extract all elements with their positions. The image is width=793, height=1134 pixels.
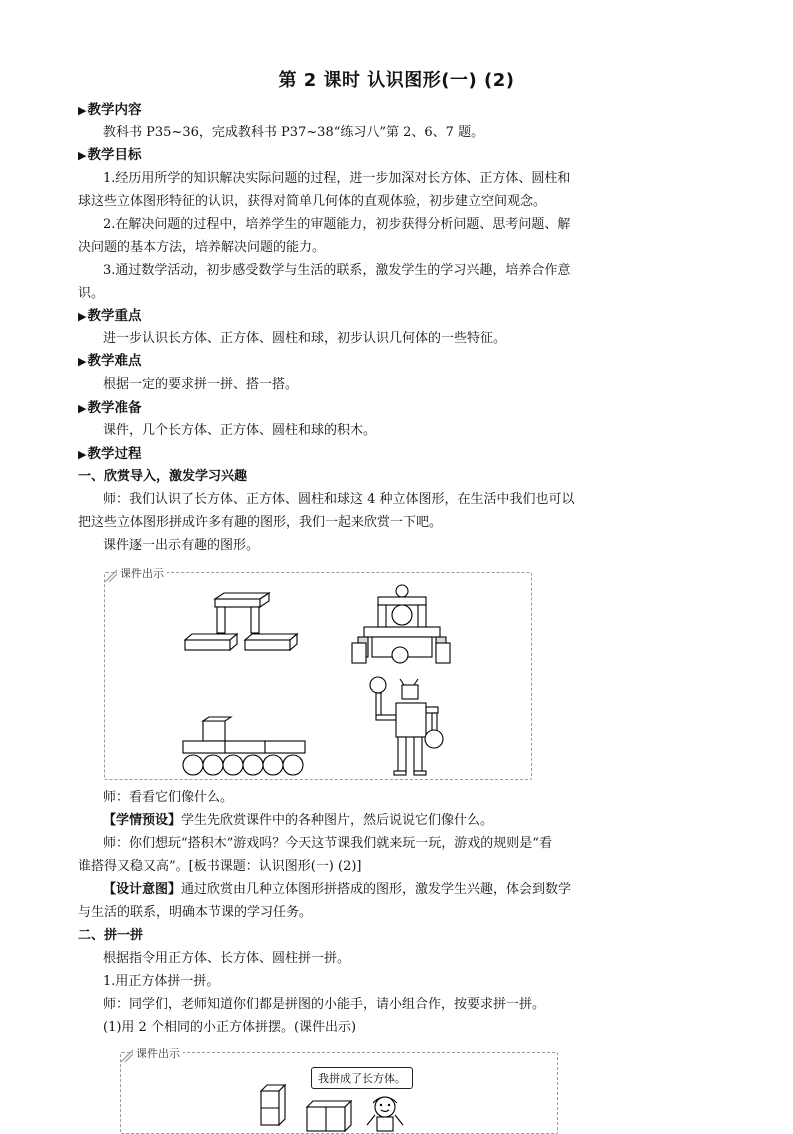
part1-line: 把这些立体图形拼成许多有趣的图形，我们一起来欣赏一下吧。 <box>78 515 443 530</box>
triangle-bullet-icon: ▶ <box>78 402 87 415</box>
part1-heading: 一、欣赏导入，激发学习兴趣 <box>78 469 248 484</box>
figure-arch <box>185 593 297 650</box>
triangle-bullet-icon: ▶ <box>78 355 87 368</box>
goal-line: 决问题的基本方法，培养解决问题的能力。 <box>78 240 326 255</box>
content-text: 教科书 P35~36，完成教科书 P37~38“练习八”第 2、6、7 题。 <box>103 125 485 140</box>
preset-line: 【学情预设】学生先欣赏课件中的各种图片，然后说说它们像什么。 <box>103 813 494 828</box>
triangle-bullet-icon: ▶ <box>78 448 87 461</box>
figure-train <box>183 717 305 775</box>
courseware-box <box>104 567 532 780</box>
goal-line: 1.经历用所学的知识解决实际问题的过程，进一步加深对长方体、正方体、圆柱和 <box>103 171 571 186</box>
goal-line: 球这些立体图形特征的认识，获得对简单几何体的直观体验，初步建立空间观念。 <box>78 194 547 209</box>
part1-after-line: 师：看看它们像什么。 <box>103 790 234 805</box>
student-figure <box>367 1097 403 1131</box>
goal-line: 2.在解决问题的过程中，培养学生的审题能力，初步获得分析问题、思考问题、解 <box>103 217 571 232</box>
figure-robot <box>370 677 443 775</box>
game-line: 师：你们想玩“搭积木”游戏吗？今天这节课我们就来玩一玩，游戏的规则是“看 <box>103 836 552 851</box>
corner-stripe-icon <box>103 569 117 583</box>
section-heading-content: ▶教学内容 <box>78 102 142 118</box>
key-text: 进一步认识长方体、正方体、圆柱和球，初步认识几何体的一些特征。 <box>103 331 507 346</box>
game-line: 谁搭得又稳又高”。[板书课题：认识图形(一) (2)] <box>78 859 362 874</box>
courseware-label-2: 课件出示 <box>133 1045 183 1061</box>
corner-stripe-icon <box>119 1049 133 1063</box>
speech-bubble: 我拼成了长方体。 <box>311 1067 413 1089</box>
part2-heading: 二、拼一拼 <box>78 928 144 943</box>
part1-line: 师：我们认识了长方体、正方体、圆柱和球这 4 种立体图形，在生活中我们也可以 <box>103 492 575 507</box>
part2-line: 师：同学们，老师知道你们都是拼图的小能手，请小组合作，按要求拼一拼。 <box>103 997 546 1012</box>
part2-line: 1.用正方体拼一拼。 <box>103 974 220 989</box>
section-heading-difficulty: ▶教学难点 <box>78 353 142 369</box>
page-title: 第 2 课时 认识图形(一) (2) <box>278 70 515 91</box>
goal-line: 3.通过数学活动，初步感受数学与生活的联系，激发学生的学习兴趣，培养合作意 <box>103 263 571 278</box>
section-heading-goals: ▶教学目标 <box>78 147 142 163</box>
prep-text: 课件，几个长方体、正方体、圆柱和球的积木。 <box>103 423 377 438</box>
difficulty-text: 根据一定的要求拼一拼、搭一搭。 <box>103 377 299 392</box>
section-heading-prep: ▶教学准备 <box>78 400 142 416</box>
courseware-label: 课件出示 <box>117 565 167 581</box>
goal-line: 识。 <box>78 286 105 301</box>
part1-line: 课件逐一出示有趣的图形。 <box>103 538 260 553</box>
section-heading-key: ▶教学重点 <box>78 308 142 324</box>
intent-line: 与生活的联系，明确本节课的学习任务。 <box>78 905 313 920</box>
intent-line: 【设计意图】通过欣赏由几种立体图形拼搭成的图形，激发学生兴趣，体会到数学 <box>103 882 572 897</box>
part2-line: (1)用 2 个相同的小正方体拼摆。(课件出示) <box>103 1020 357 1035</box>
triangle-bullet-icon: ▶ <box>78 310 87 323</box>
block-figures-illustration <box>105 573 531 779</box>
triangle-bullet-icon: ▶ <box>78 149 87 162</box>
triangle-bullet-icon: ▶ <box>78 104 87 117</box>
cube-stack-illustration <box>121 1053 557 1133</box>
part2-line: 根据指令用正方体、长方体、圆柱拼一拼。 <box>103 951 351 966</box>
section-heading-process: ▶教学过程 <box>78 446 142 462</box>
figure-temple <box>352 585 450 663</box>
